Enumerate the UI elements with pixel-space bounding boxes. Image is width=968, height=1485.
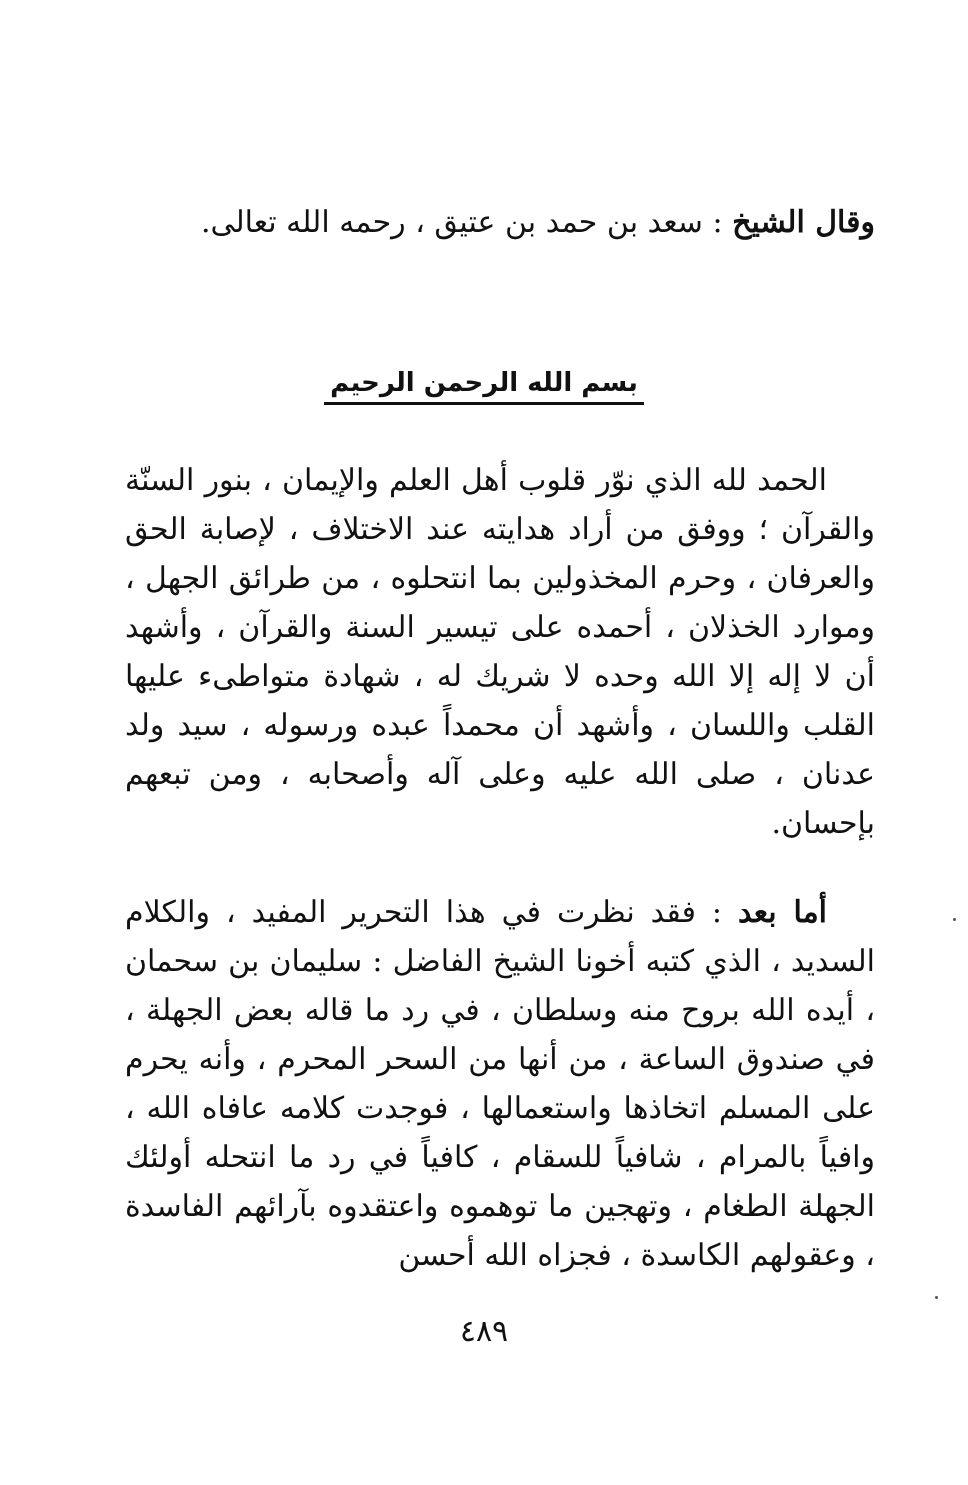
basmala-text: بسم الله الرحمن الرحيم bbox=[324, 368, 644, 405]
page-number: ٤٨٩ bbox=[459, 1314, 509, 1349]
paragraph2-text: : فقد نظرت في هذا التحرير المفيد ، والكلام السديد ، الذي كتبه أخونا الشيخ الفاضل : سليمان بن سحمان ، أيده الله بروح منه وسلطان ، في رد ما قاله بعض الجهلة ، في صندوق الساعة ، من أنها من السحر المحرم ، وأنه يحرم على المسلم اتخاذها واستعمالها ، فوجدت كلامه عافاه الله ، وافياً بالمرام ، شافياً للسقام ، كافياً في رد ما انتحله أولئك الجهلة الطغام ، وتهجين ما توهموه واعتقدوه بآرائهم الفاسدة ، وعقولهم الكاسدة ، فجزاه الله أحسن bbox=[125, 895, 875, 1273]
scan-speck bbox=[953, 918, 956, 921]
scan-speck bbox=[935, 1296, 938, 1299]
intro-label: وقال الشيخ bbox=[732, 205, 875, 240]
paragraph-amma-baad bbox=[125, 888, 875, 1280]
intro-paragraph bbox=[125, 198, 875, 247]
paragraph2-label: أما بعد bbox=[738, 895, 827, 930]
paragraph-hamd: الحمد لله الذي نوّر قلوب أهل العلم والإيمان ، بنور السنّة والقرآن ؛ ووفق من أراد هدايته عند الاختلاف ، لإصابة الحق والعرفان ، وحرم المخذولين بما انتحلوه ، من طرائق الجهل ، وموارد الخذلان ، أحمده على تيسير السنة والقرآن ، وأشهد أن لا إله إلا الله وحده لا شريك له ، شهادة متواطىء عليها القلب واللسان ، وأشهد أن محمداً عبده ورسوله ، سيد ولد عدنان ، صلى الله عليه وعلى آله وأصحابه ، ومن تبعهم بإحسان. bbox=[125, 463, 875, 841]
basmala-heading bbox=[0, 368, 968, 405]
intro-text: : سعد بن حمد بن عتيق ، رحمه الله تعالى. bbox=[200, 205, 733, 240]
